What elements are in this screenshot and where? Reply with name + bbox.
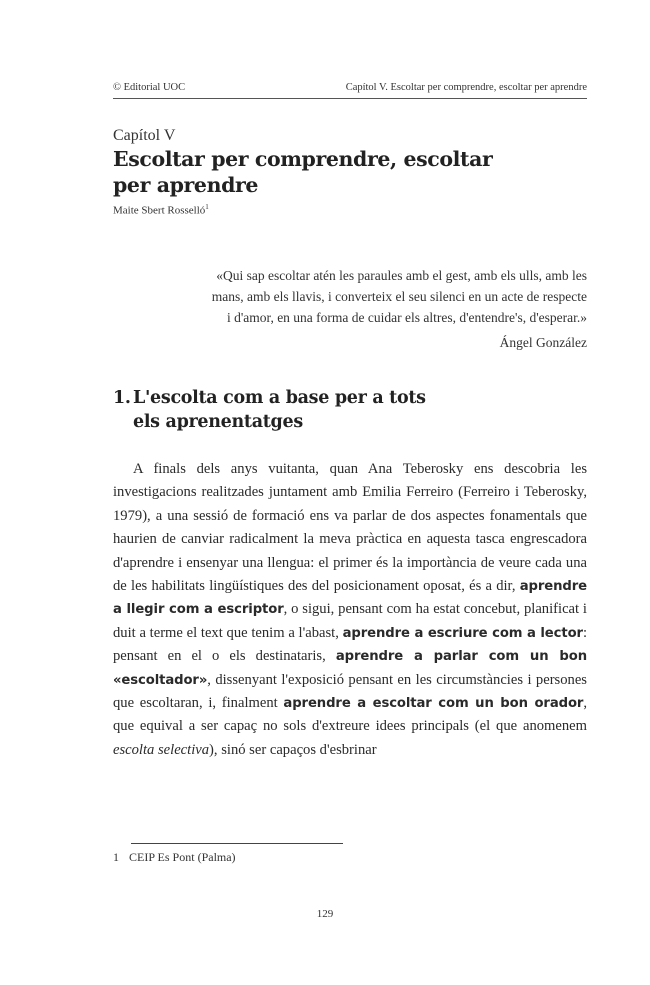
header-publisher: © Editorial UOC: [113, 82, 186, 93]
footnote: [113, 850, 236, 865]
page-number: 129: [316, 908, 334, 920]
italic-term: escolta selectiva: [113, 741, 210, 758]
header-chapter-title: Capítol V. Escoltar per comprendre, escoltar per aprendre: [345, 82, 587, 93]
author-footnote-ref: 1: [205, 203, 209, 211]
body-text-run: A finals dels anys vuitanta, quan Ana Teberosky ens descobria les investigacions realitzades juntament amb Emilia Ferreiro (Ferreiro i Teberosky, 1979), a una sessió de formació ens va parlar de dos aspectes fonamentals que haurien de canviar radicalment la meva pràctica en aquesta tasca engrescadora d'aprendre i ensenyar una llengua: el primer és la importància de veure cada una de les habilitats lingüístiques des del posicionament oposat, és a dir,: [113, 461, 587, 595]
bold-phrase: aprendre a llegir com a escriptor: [113, 579, 587, 618]
body-text-run: ), sinó ser capaços d'esbrinar: [209, 741, 377, 758]
bold-phrase: aprendre a parlar com un bon «escoltador»: [113, 649, 587, 688]
bold-phrase: aprendre a escoltar com un bon orador: [283, 696, 584, 712]
body-text: [113, 458, 587, 762]
bold-phrase: aprendre a escriure com a lector: [342, 625, 583, 641]
chapter-title-line-1: Escoltar per comprendre, escoltar: [113, 147, 493, 171]
epigraph: [130, 265, 587, 328]
epigraph-line: «Qui sap escoltar atén les paraules amb el gest, amb els ulls, amb les: [216, 268, 587, 283]
author: [113, 203, 209, 217]
epigraph-line: i d'amor, en una forma de cuidar els altres, d'entendre's, d'esperar.»: [226, 310, 587, 325]
body-paragraph: [113, 458, 587, 762]
section-title-line-1: L'escolta com a base per a tots: [133, 388, 426, 408]
body-text-run: , dissenyant l'exposició pensant en les circumstàncies i persones que escoltaran, i, finalment: [113, 671, 587, 712]
chapter-label: Capítol V: [113, 127, 176, 144]
author-name: Maite Sbert Rosselló: [113, 204, 206, 217]
body-text-run: , que equival a ser capaç no sols d'extreure idees principals (el que anomenem: [113, 695, 587, 735]
section-heading: [113, 386, 593, 434]
footnote-divider: [131, 843, 343, 844]
footnote-number: 1: [113, 850, 119, 864]
running-header: [113, 82, 587, 99]
chapter-title-line-2: per aprendre: [113, 173, 259, 197]
section-number: 1.: [113, 388, 131, 408]
footnote-text: CEIP Es Pont (Palma): [129, 850, 236, 864]
chapter-title: [113, 146, 593, 198]
section-title-line-2: els aprenentatges: [133, 412, 303, 432]
epigraph-author: Ángel González: [499, 335, 587, 350]
body-text-run: , o sigui, pensant com ha estat concebut, planificat i duit a terme el text que tenim a l'abast,: [113, 601, 587, 641]
body-text-run: : pensant en el o els destinataris,: [113, 624, 587, 665]
epigraph-line: mans, amb els llavis, i converteix el seu silenci en un acte de respecte: [211, 289, 587, 304]
